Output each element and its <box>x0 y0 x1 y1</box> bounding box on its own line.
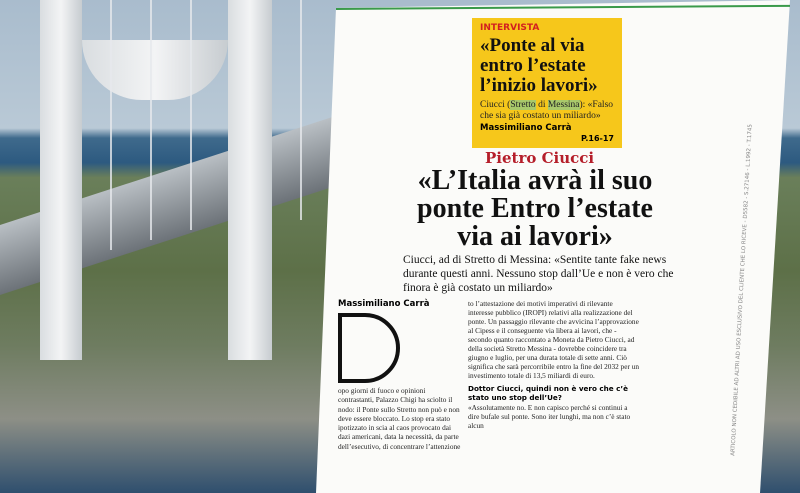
bridge-cable <box>150 0 152 240</box>
bridge-crossbeam <box>82 40 228 100</box>
byline: Massimiliano Carrà <box>338 299 430 309</box>
body-column-1: opo giorni di fuoco e opinioni contrastanti, Palazzo Chigi ha sciolto il nodo: il Ponte sullo Stretto non può e non deve essere bloccato. Lo stop era stato ipotizzato in scia al caos provocato dai dazi americani, data la necessità, da parte dell’esecutivo, di concentrare l’attenzione <box>338 386 461 451</box>
interview-teaser-box <box>472 18 622 148</box>
article-deck: Ciucci, ad di Stretto di Messina: «Sentite tante fake news durante questi anni. Nessuno stop dall’Ue e non è vero che finora è già costato un miliardo» <box>403 254 674 294</box>
bridge-cable <box>300 0 302 220</box>
bridge-cable <box>110 0 112 250</box>
teaser-subtitle-part: Ciucci ( <box>480 100 511 110</box>
kicker: INTERVISTA <box>480 23 540 33</box>
page-reference: P.16-17 <box>580 134 614 143</box>
interviewee-name: Pietro Ciucci <box>485 149 595 167</box>
interview-question: Dottor Ciucci, quindi non è vero che c’è stato uno stop dell’Ue? <box>468 384 629 402</box>
interview-answer: «Assolutamente no. E non capisco perché si continui a dire bufale sul ponte. Sono iter lunghi, ma non c’è stato alcun <box>468 403 631 430</box>
headline: «L’Italia avrà il suo ponte Entro l’estate via ai lavori» <box>417 165 653 252</box>
teaser-subtitle-part: ): «Falso che sia già costato un miliardo» <box>480 100 614 121</box>
teaser-subtitle <box>480 100 614 121</box>
bridge-tower-left <box>40 0 82 360</box>
teaser-author: Massimiliano Carrà <box>480 123 572 133</box>
body-column-2: to l’attestazione dei motivi imperativi di rilevante interesse pubblico (IROPI) relativi alla realizzazione del ponte. Un passaggio rilevante che avvicina l’approvazione al Cipess e il conseguente via libera ai lavori, che - secondo quanto raccontato a Moneta da Pietro Ciucci, ad della società Stretto Messina - dovrebbe coincidere tra giugno e luglio, per una durata totale di sette anni. Ciò significa che sarà percorribile entro la fine del 2032 per un investimento totale di 13,5 miliardi di euro. <box>468 299 639 380</box>
teaser-title: «Ponte al via entro l’estate l’inizio lavori» <box>480 35 598 96</box>
side-copyright-note: ARTICOLO NON CEDIBILE AD ALTRI AD USO ESCLUSIVO DEL CLIENTE CHE LO RICEVE - D5582 - S.27146 - L.1992 - T.1745 <box>730 123 754 457</box>
drop-cap-d <box>338 313 400 383</box>
article-body <box>336 299 736 451</box>
bridge-cable <box>190 0 192 230</box>
highlighted-term: Messina <box>547 100 580 110</box>
article-layout <box>336 18 736 451</box>
left-column <box>338 299 462 451</box>
bridge-tower-right <box>228 0 272 360</box>
right-column <box>468 299 640 430</box>
teaser-subtitle-part: di <box>535 100 548 110</box>
highlighted-term: Stretto <box>510 100 536 110</box>
